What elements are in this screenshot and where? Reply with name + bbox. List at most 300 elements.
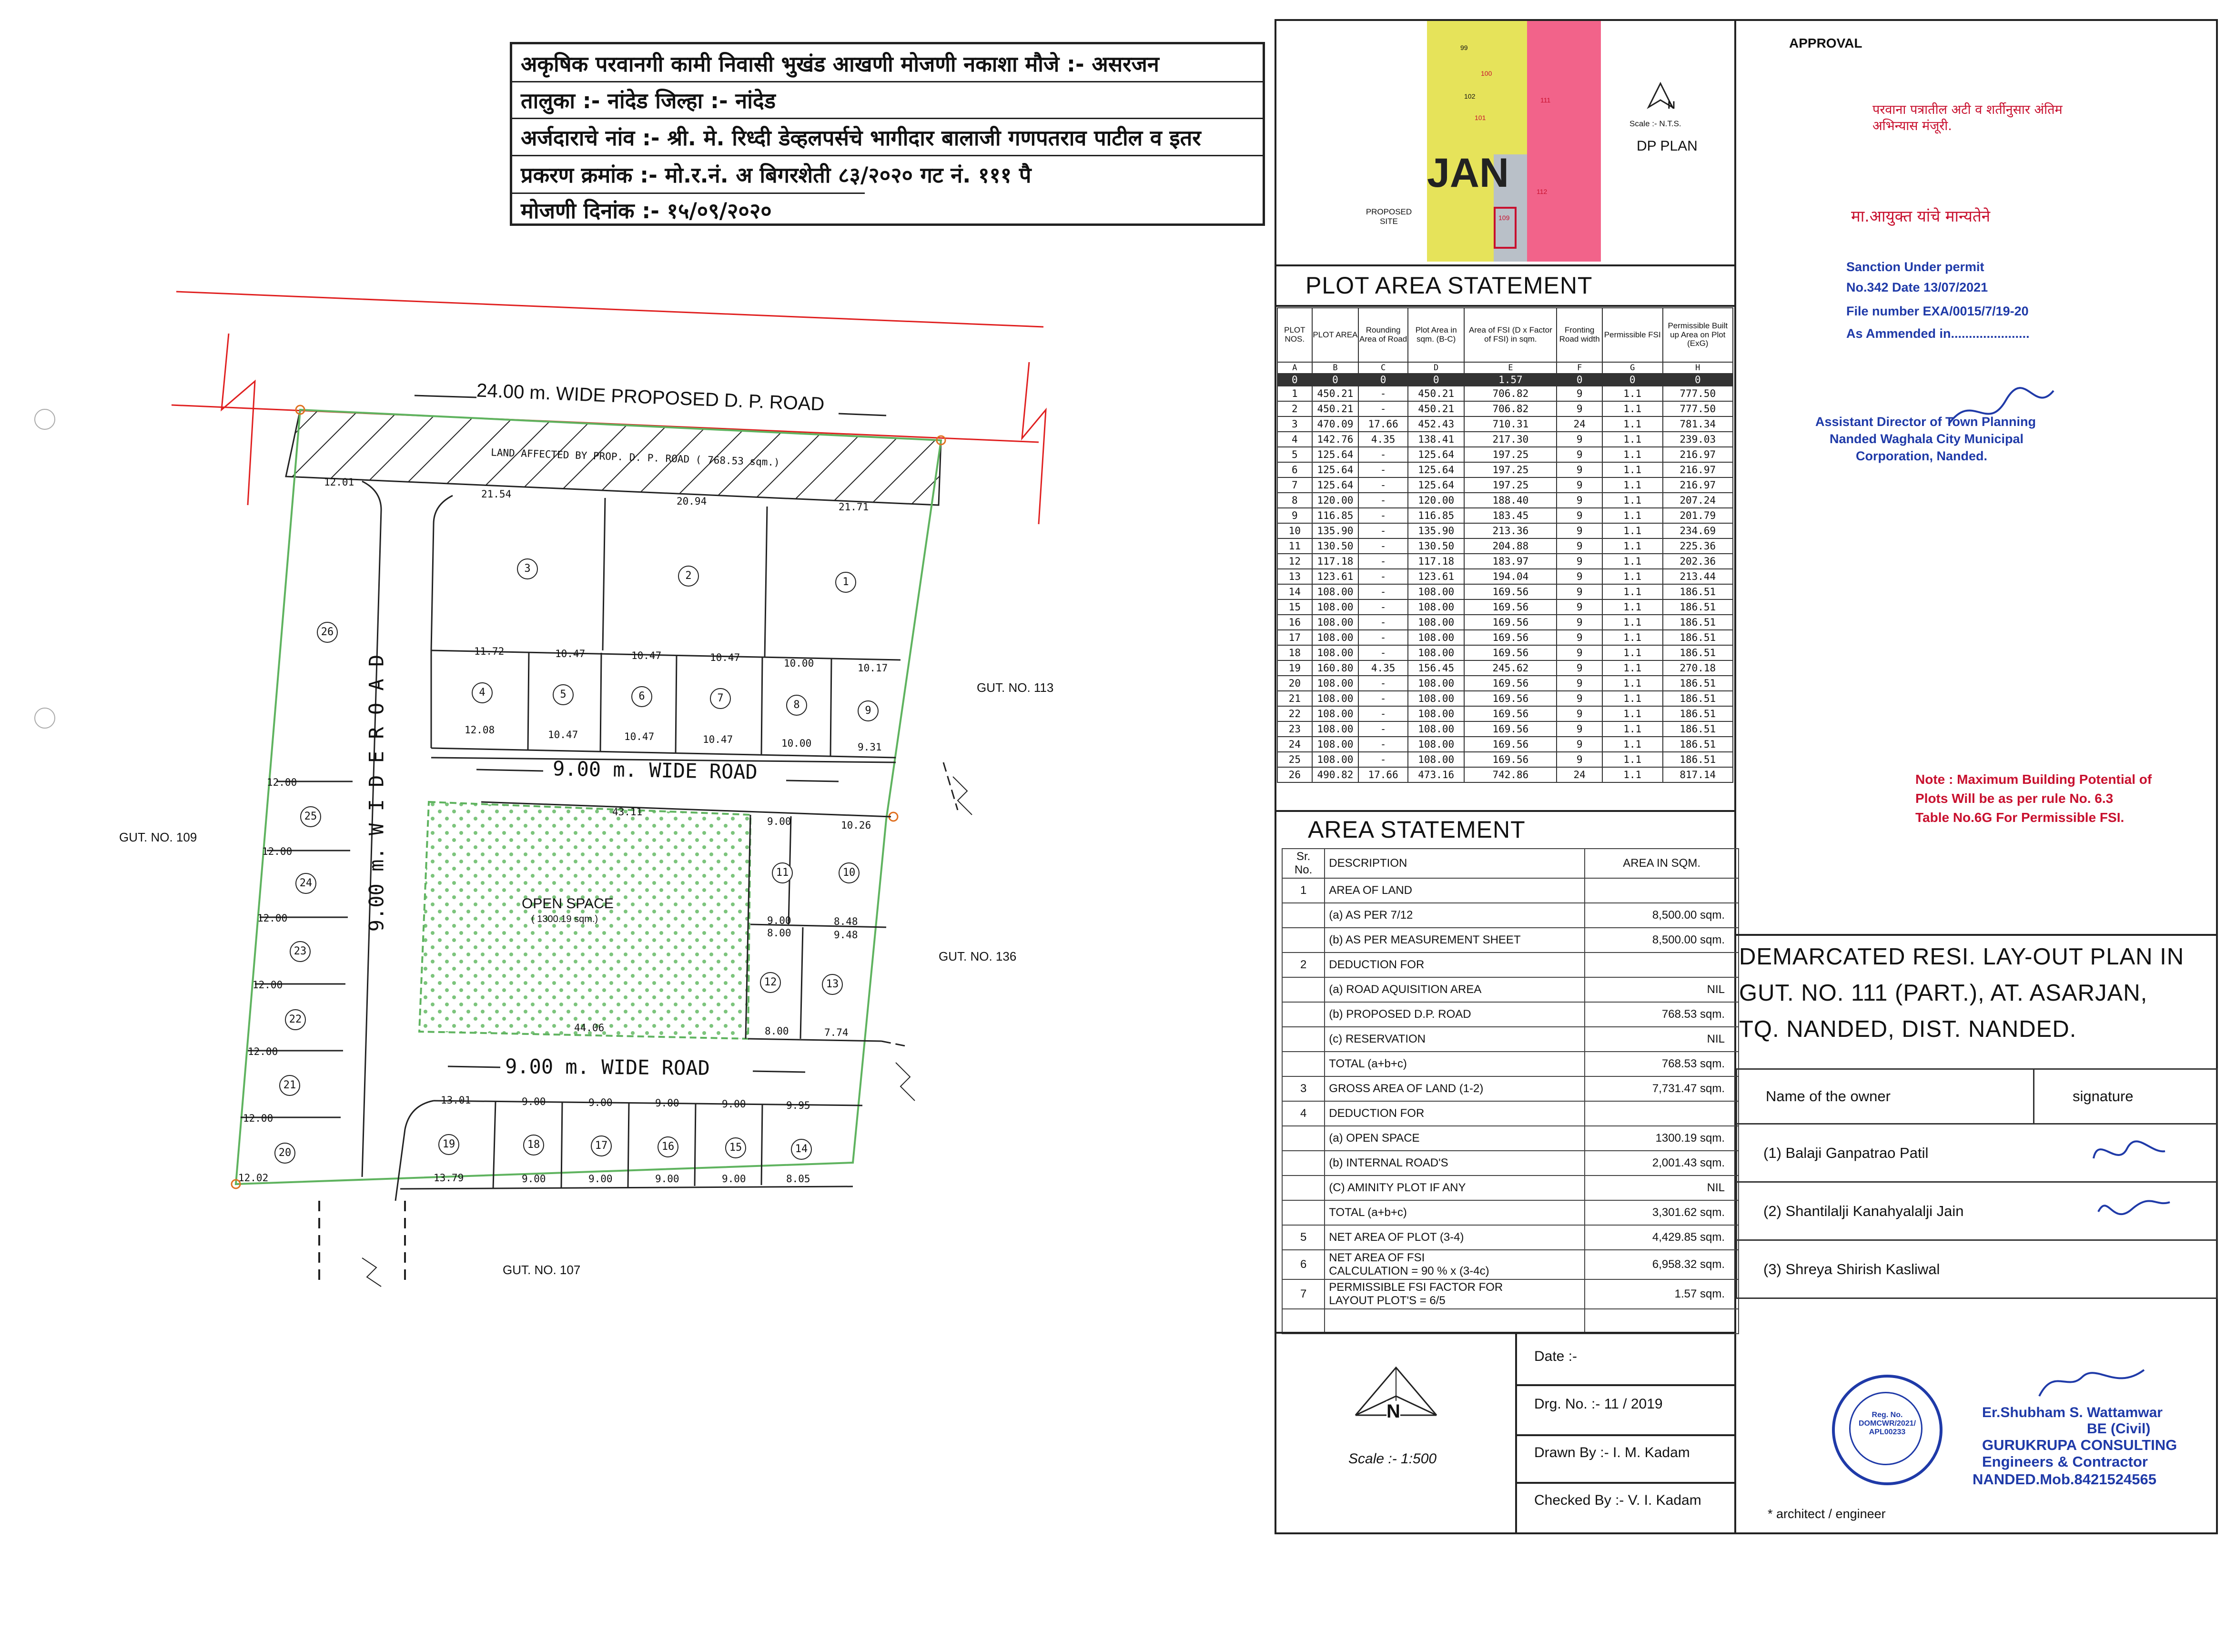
table-cell: B: [1312, 362, 1359, 374]
layout-title-line2: GUT. NO. 111 (PART.), AT. ASARJAN,: [1739, 980, 2148, 1006]
firm-role: Engineers & Contractor: [1982, 1453, 2148, 1470]
table-cell: 202.36: [1663, 554, 1733, 569]
table-cell: 270.18: [1663, 660, 1733, 676]
plot-number: 12: [760, 972, 781, 993]
column-divider: [1515, 1332, 1517, 1534]
header-line-1: अकृषिक परवानगी कामी निवासी भुखंड आखणी मोजणी नकाशा मौजे :- असरजन: [521, 51, 1159, 77]
break-mark: [222, 334, 255, 505]
table-cell: PERMISSIBLE FSI FACTOR FOR LAYOUT PLOT'S = 6/5: [1325, 1279, 1585, 1309]
jan-text: JAN: [1427, 150, 1509, 196]
table-cell: (C) AMINITY PLOT IF ANY: [1325, 1176, 1585, 1200]
table-row: [1277, 721, 1733, 737]
table-cell: 225.36: [1663, 538, 1733, 554]
table-cell: 108.00: [1312, 630, 1359, 645]
table-row: [1282, 1200, 1739, 1225]
commissioner-approval: मा.आयुक्त यांचे मान्यतेने: [1851, 207, 1991, 225]
table-cell: 1.1: [1602, 767, 1663, 782]
table-cell: [1282, 1027, 1325, 1052]
approval-heading: APPROVAL: [1789, 36, 1862, 51]
column-header: Permissible FSI: [1602, 308, 1663, 362]
table-cell: 169.56: [1464, 737, 1557, 752]
table-row: [1277, 386, 1733, 401]
table-cell: 1.1: [1602, 615, 1663, 630]
table-cell: 9: [1557, 737, 1602, 752]
table-cell: 186.51: [1663, 721, 1733, 737]
table-cell: 9: [1557, 706, 1602, 721]
table-row: [1282, 878, 1739, 903]
table-cell: NIL: [1585, 977, 1739, 1002]
dimension-label: 9.00: [655, 1173, 679, 1185]
plot-number: 9: [858, 700, 879, 721]
table-cell: 186.51: [1663, 615, 1733, 630]
table-row: [1282, 1027, 1739, 1052]
road-label-middle: 9.00 m. WIDE ROAD: [552, 757, 758, 784]
table-cell: 207.24: [1663, 493, 1733, 508]
table-cell: 6: [1277, 462, 1312, 477]
dimension-label: 13.79: [434, 1172, 464, 1184]
table-cell: -: [1358, 508, 1408, 523]
table-cell: 108.00: [1408, 615, 1464, 630]
plot-number: 26: [317, 622, 338, 643]
table-cell: 24: [1557, 767, 1602, 782]
table-cell: 18: [1277, 645, 1312, 660]
road-label-vertical: 9.00 m. W I D E R O A D: [364, 654, 388, 932]
table-cell: [1325, 1309, 1585, 1334]
table-cell: 1.1: [1602, 599, 1663, 615]
table-cell: 1.1: [1602, 432, 1663, 447]
signature-image: [2060, 1130, 2179, 1173]
table-cell: (a) AS PER 7/12: [1325, 903, 1585, 928]
owner-name: (2) Shantilalji Kanahyalalji Jain: [1737, 1182, 2034, 1240]
dimension-label: 7.74: [824, 1027, 849, 1038]
table-cell: 108.00: [1408, 737, 1464, 752]
table-row: [1277, 401, 1733, 416]
dimension-label: 21.54: [481, 488, 512, 500]
scale-label: Scale :- 1:500: [1348, 1451, 1437, 1467]
dimension-label: 12.08: [465, 724, 495, 736]
table-cell: 9: [1557, 462, 1602, 477]
table-cell: 169.56: [1464, 584, 1557, 599]
plot-number: 7: [710, 688, 731, 709]
atp-line2: Nanded Waghala City Municipal: [1830, 432, 2024, 446]
table-cell: 9: [1277, 508, 1312, 523]
table-cell: 216.97: [1663, 477, 1733, 493]
table-row: [1737, 1182, 2217, 1240]
table-cell: 21: [1277, 691, 1312, 706]
north-letter: N: [1386, 1401, 1400, 1422]
table-cell: 8: [1277, 493, 1312, 508]
dimension-label: 9.00: [588, 1173, 613, 1185]
table-cell: DEDUCTION FOR: [1325, 1101, 1585, 1126]
table-cell: 116.85: [1312, 508, 1359, 523]
table-cell: 2: [1277, 401, 1312, 416]
table-cell: 108.00: [1408, 630, 1464, 645]
proposed-site-outline: [1494, 207, 1517, 249]
dimension-label: 44.06: [574, 1022, 605, 1034]
table-cell: 108.00: [1312, 706, 1359, 721]
column-header: DESCRIPTION: [1325, 849, 1585, 878]
table-cell: 169.56: [1464, 721, 1557, 737]
table-cell: 217.30: [1464, 432, 1557, 447]
owner-signature: [2034, 1182, 2217, 1240]
dimension-label: 10.47: [703, 734, 733, 745]
table-row: [1282, 1126, 1739, 1151]
table-row: [1282, 1250, 1739, 1279]
table-cell: 9: [1557, 721, 1602, 737]
table-cell: 1.1: [1602, 660, 1663, 676]
table-cell: 5: [1277, 447, 1312, 462]
table-row: [1277, 447, 1733, 462]
table-cell: 452.43: [1408, 416, 1464, 432]
table-cell: 706.82: [1464, 386, 1557, 401]
table-cell: 473.16: [1408, 767, 1464, 782]
column-header: Rounding Area of Road: [1358, 308, 1408, 362]
checked-by: Checked By :- V. I. Kadam: [1534, 1492, 1701, 1508]
table-cell: [1282, 1200, 1325, 1225]
table-cell: 186.51: [1663, 691, 1733, 706]
table-cell: 0: [1602, 374, 1663, 386]
table-row: [1282, 1076, 1739, 1101]
table-cell: 1.1: [1602, 706, 1663, 721]
break-mark: [1022, 362, 1046, 524]
table-cell: 0: [1408, 374, 1464, 386]
table-cell: 9: [1557, 660, 1602, 676]
row-divider: [1734, 934, 2218, 936]
table-cell: 108.00: [1312, 737, 1359, 752]
sanction-line2: No.342 Date 13/07/2021: [1846, 280, 1988, 294]
table-cell: 108.00: [1408, 706, 1464, 721]
road-label-lower: 9.00 m. WIDE ROAD: [505, 1054, 710, 1080]
dimension-label: 8.05: [786, 1173, 810, 1185]
table-row: [1277, 676, 1733, 691]
table-header-row: [1282, 849, 1739, 878]
table-row: [1277, 584, 1733, 599]
dimension-label: 12.00: [243, 1113, 273, 1124]
table-cell: 130.50: [1312, 538, 1359, 554]
dimension-label: 13.01: [441, 1095, 471, 1106]
table-cell: NET AREA OF FSI CALCULATION = 90 % x (3-4c): [1325, 1250, 1585, 1279]
table-cell: 169.56: [1464, 676, 1557, 691]
table-row: [1282, 1101, 1739, 1126]
table-cell: 450.21: [1408, 386, 1464, 401]
plot-number: 20: [274, 1143, 295, 1164]
table-cell: 108.00: [1312, 676, 1359, 691]
column-header: PLOT AREA: [1312, 308, 1359, 362]
table-cell: 186.51: [1663, 706, 1733, 721]
table-cell: 1.1: [1602, 721, 1663, 737]
plot-number: 18: [523, 1135, 544, 1155]
table-cell: 186.51: [1663, 645, 1733, 660]
open-space-label: OPEN SPACE: [522, 896, 614, 912]
fsi-note-line1: Note : Maximum Building Potential of: [1915, 772, 2152, 787]
table-cell: 108.00: [1312, 599, 1359, 615]
dimension-label: 12.02: [238, 1172, 269, 1184]
table-cell: 768.53 sqm.: [1585, 1052, 1739, 1076]
table-cell: 108.00: [1312, 691, 1359, 706]
table-cell: -: [1358, 752, 1408, 767]
table-cell: 9: [1557, 569, 1602, 584]
dimension-label: 10.00: [781, 738, 812, 749]
table-cell: [1282, 1151, 1325, 1176]
survey-no: 111: [1540, 96, 1551, 104]
row-divider: [1275, 1332, 1734, 1334]
plot-number: 24: [295, 873, 316, 894]
column-header: Fronting Road width: [1557, 308, 1602, 362]
plot-number: 14: [791, 1139, 812, 1160]
table-row: [1277, 554, 1733, 569]
table-cell: 13: [1277, 569, 1312, 584]
table-cell: 123.61: [1312, 569, 1359, 584]
fsi-note-line2: Plots Will be as per rule No. 6.3: [1915, 791, 2114, 806]
table-cell: 108.00: [1312, 645, 1359, 660]
area-statement-heading: AREA STATEMENT: [1308, 816, 1526, 843]
table-cell: 169.56: [1464, 599, 1557, 615]
table-cell: [1585, 878, 1739, 903]
table-row: [1277, 432, 1733, 447]
table-cell: A: [1277, 362, 1312, 374]
table-cell: (b) AS PER MEASUREMENT SHEET: [1325, 928, 1585, 953]
table-cell: 108.00: [1312, 752, 1359, 767]
table-cell: -: [1358, 584, 1408, 599]
table-cell: -: [1358, 554, 1408, 569]
plot-number: 22: [285, 1009, 306, 1030]
table-row: [1282, 928, 1739, 953]
dimension-label: 10.47: [555, 648, 586, 659]
table-cell: 186.51: [1663, 752, 1733, 767]
dimension-label: 8.00: [765, 1025, 789, 1037]
table-row: [1277, 706, 1733, 721]
table-row: [1277, 462, 1733, 477]
owner-signature: [2034, 1240, 2217, 1298]
table-cell: -: [1358, 630, 1408, 645]
row-divider: [1515, 1482, 1734, 1484]
table-cell: 17.66: [1358, 416, 1408, 432]
table-row: [1277, 691, 1733, 706]
table-cell: 5: [1282, 1225, 1325, 1250]
table-cell: 183.45: [1464, 508, 1557, 523]
dimension-label: 10.47: [548, 729, 578, 740]
table-cell: 197.25: [1464, 477, 1557, 493]
header-line-5: मोजणी दिनांक :- १५/०९/२०२०: [521, 198, 772, 223]
gut-113-label: GUT. NO. 113: [977, 680, 1054, 695]
drawn-by: Drawn By :- I. M. Kadam: [1534, 1445, 1690, 1460]
table-row: [1277, 508, 1733, 523]
table-cell: 108.00: [1408, 645, 1464, 660]
table-cell: 160.80: [1312, 660, 1359, 676]
table-cell: [1282, 928, 1325, 953]
table-cell: H: [1663, 362, 1733, 374]
table-cell: 186.51: [1663, 676, 1733, 691]
dimension-label: 9.00: [722, 1173, 746, 1185]
table-cell: [1282, 1002, 1325, 1027]
layout-title-line1: DEMARCATED RESI. LAY-OUT PLAN IN: [1739, 944, 2185, 970]
owner-signature: [2034, 1124, 2217, 1182]
table-cell: 108.00: [1312, 584, 1359, 599]
table-cell: TOTAL (a+b+c): [1325, 1052, 1585, 1076]
table-cell: 7: [1277, 477, 1312, 493]
table-cell: 0: [1277, 374, 1312, 386]
table-cell: -: [1358, 721, 1408, 737]
table-cell: 197.25: [1464, 447, 1557, 462]
table-cell: 204.88: [1464, 538, 1557, 554]
table-cell: [1282, 1126, 1325, 1151]
table-cell: -: [1358, 737, 1408, 752]
table-cell: 9: [1557, 523, 1602, 538]
table-cell: 1.1: [1602, 752, 1663, 767]
table-row: [1282, 977, 1739, 1002]
plot-number: 21: [279, 1075, 300, 1096]
table-cell: 125.64: [1408, 447, 1464, 462]
table-cell: 125.64: [1312, 462, 1359, 477]
dp-plan-title: DP PLAN: [1637, 138, 1698, 154]
dimension-label: 9.00: [722, 1098, 746, 1110]
table-cell: 135.90: [1408, 523, 1464, 538]
gut-109-label: GUT. NO. 109: [119, 830, 197, 844]
table-row: [1277, 615, 1733, 630]
table-cell: 169.56: [1464, 691, 1557, 706]
table-cell: 116.85: [1408, 508, 1464, 523]
table-cell: (a) ROAD AQUISITION AREA: [1325, 977, 1585, 1002]
table-cell: 186.51: [1663, 584, 1733, 599]
table-cell: NIL: [1585, 1176, 1739, 1200]
table-cell: D: [1408, 362, 1464, 374]
dimension-label: 12.00: [248, 1046, 278, 1057]
stamp-reg-no: Reg. No. DOMCWR/2021/ APL00233: [1858, 1411, 1916, 1436]
table-cell: 1: [1277, 386, 1312, 401]
row-divider: [1515, 1434, 1734, 1436]
table-row: [1277, 569, 1733, 584]
table-row: [1277, 645, 1733, 660]
plot-number: 19: [438, 1134, 459, 1155]
dimension-label: 9.00: [767, 915, 791, 926]
table-cell: 1.1: [1602, 493, 1663, 508]
table-cell: 706.82: [1464, 401, 1557, 416]
signature-image: [2034, 1363, 2149, 1406]
table-cell: 0: [1663, 374, 1733, 386]
dp-scale-label: Scale :- N.T.S.: [1629, 119, 1681, 128]
dimension-label: 9.00: [767, 816, 791, 827]
layout-title: [1739, 939, 2216, 1047]
table-cell: 125.64: [1312, 477, 1359, 493]
table-row: [1282, 1151, 1739, 1176]
table-cell: 169.56: [1464, 615, 1557, 630]
fsi-note-line3: Table No.6G For Permissible FSI.: [1915, 810, 2125, 825]
table-cell: 1: [1282, 878, 1325, 903]
signature-image: [1944, 381, 2058, 438]
table-cell: 7: [1282, 1279, 1325, 1309]
table-cell: GROSS AREA OF LAND (1-2): [1325, 1076, 1585, 1101]
table-cell: 108.00: [1408, 752, 1464, 767]
owner-name: (3) Shreya Shirish Kasliwal: [1737, 1240, 2034, 1298]
plot-number: 11: [772, 862, 793, 883]
proposed-site-label: PROPOSED SITE: [1366, 207, 1412, 226]
table-cell: 138.41: [1408, 432, 1464, 447]
dimension-label: 8.00: [767, 927, 791, 939]
dimension-label: 10.17: [858, 662, 888, 674]
table-cell: [1585, 1309, 1739, 1334]
dimension-label: 9.00: [588, 1097, 613, 1108]
plot-number: 15: [725, 1137, 746, 1158]
survey-no: 109: [1498, 214, 1510, 222]
table-cell: 23: [1277, 721, 1312, 737]
dimension-label: 20.94: [677, 496, 707, 507]
dimension-label: 8.48: [834, 916, 858, 927]
survey-no: 99: [1460, 44, 1468, 51]
table-cell: 470.09: [1312, 416, 1359, 432]
table-cell: 9: [1557, 645, 1602, 660]
table-cell: [1585, 1101, 1739, 1126]
table-cell: 9: [1557, 630, 1602, 645]
table-cell: F: [1557, 362, 1602, 374]
table-cell: [1282, 1309, 1325, 1334]
table-row: [1277, 737, 1733, 752]
table-row: [1282, 953, 1739, 977]
column-header: Area of FSI (D x Factor of FSI) in sqm.: [1464, 308, 1557, 362]
table-cell: 142.76: [1312, 432, 1359, 447]
table-row: [1282, 1002, 1739, 1027]
table-cell: 12: [1277, 554, 1312, 569]
plot-area-heading: PLOT AREA STATEMENT: [1305, 272, 1593, 299]
table-cell: -: [1358, 523, 1408, 538]
firm-name: GURUKRUPA CONSULTING: [1982, 1437, 2177, 1453]
table-cell: 201.79: [1663, 508, 1733, 523]
table-cell: 194.04: [1464, 569, 1557, 584]
table-cell: 450.21: [1408, 401, 1464, 416]
table-cell: 108.00: [1408, 676, 1464, 691]
table-cell: C: [1358, 362, 1408, 374]
table-cell: 2,001.43 sqm.: [1585, 1151, 1739, 1176]
table-cell: E: [1464, 362, 1557, 374]
table-cell: 108.00: [1408, 691, 1464, 706]
table-cell: 169.56: [1464, 752, 1557, 767]
table-cell: 1.1: [1602, 737, 1663, 752]
table-cell: 1.1: [1602, 554, 1663, 569]
table-cell: -: [1358, 676, 1408, 691]
dp-road-label: 24.00 m. WIDE PROPOSED D. P. ROAD: [476, 380, 825, 415]
plot-number: 4: [472, 682, 493, 703]
table-cell: 15: [1277, 599, 1312, 615]
table-cell: 17: [1277, 630, 1312, 645]
survey-no: 102: [1464, 92, 1476, 100]
table-cell: 9: [1557, 432, 1602, 447]
table-cell: 25: [1277, 752, 1312, 767]
table-cell: 108.00: [1312, 721, 1359, 737]
dimension-label: 12.00: [253, 979, 283, 991]
dimension-label: 10.47: [624, 731, 655, 742]
table-cell: 9: [1557, 584, 1602, 599]
plot-number: 23: [290, 941, 311, 962]
plot-number: 3: [517, 558, 538, 579]
row-divider: [1275, 305, 1734, 307]
table-cell: 768.53 sqm.: [1585, 1002, 1739, 1027]
table-cell: 216.97: [1663, 447, 1733, 462]
table-cell: 3: [1282, 1076, 1325, 1101]
table-cell: 6: [1282, 1250, 1325, 1279]
table-cell: 117.18: [1408, 554, 1464, 569]
table-header-row: [1737, 1069, 2217, 1124]
table-cell: 213.36: [1464, 523, 1557, 538]
table-cell: 817.14: [1663, 767, 1733, 782]
owners-table: [1736, 1068, 2218, 1299]
table-cell: 125.64: [1408, 477, 1464, 493]
table-cell: -: [1358, 691, 1408, 706]
table-row: [1282, 1176, 1739, 1200]
table-cell: AREA OF LAND: [1325, 878, 1585, 903]
plot-number: 13: [822, 974, 843, 995]
table-cell: 130.50: [1408, 538, 1464, 554]
column-letters-row: [1277, 362, 1733, 374]
table-row: [1277, 630, 1733, 645]
